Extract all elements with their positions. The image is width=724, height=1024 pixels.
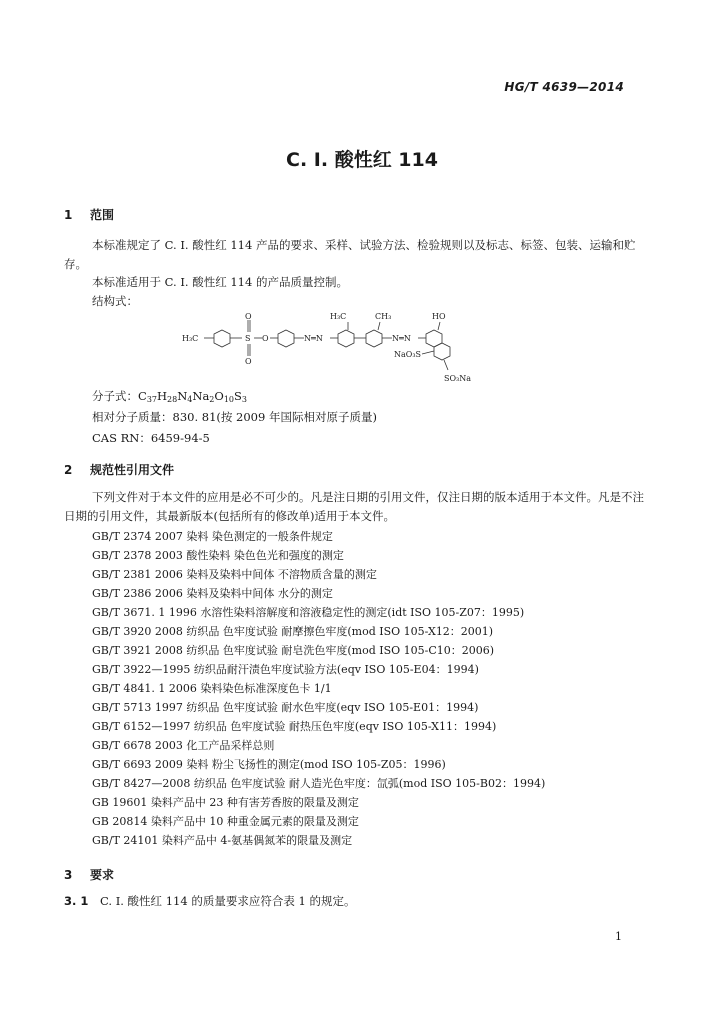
molecular-mass: 相对分子质量：830. 81(按 2009 年国际相对原子质量) <box>92 410 377 424</box>
section-number: 1 <box>64 208 73 222</box>
ester-oxygen: O <box>262 334 269 343</box>
reference-item: GB/T 3922—1995 纺织品耐汗渍色牢度试验方法(eqv ISO 105-E04：1994) <box>92 663 479 676</box>
section-number: 3 <box>64 868 73 882</box>
section-title: 范围 <box>90 208 115 222</box>
azo-link-1: N═N <box>304 334 323 343</box>
scope-paragraph-2: 本标准适用于 C. I. 酸性红 114 的产品质量控制。 <box>92 275 348 289</box>
reference-item: GB/T 2386 2006 染料及染料中间体 水分的测定 <box>92 587 333 600</box>
reference-item: GB/T 3921 2008 纺织品 色牢度试验 耐皂洗色牢度(mod ISO 105-C10：2006) <box>92 644 495 657</box>
structure-label: 结构式： <box>92 294 138 308</box>
reference-item: GB/T 2374 2007 染料 染色测定的一般条件规定 <box>92 530 333 543</box>
requirement-3-1 <box>64 892 355 911</box>
sulfonyl-oxygen-bottom: O <box>245 357 252 366</box>
sulfonate-group-1: NaO₃S <box>394 350 422 359</box>
reference-item: GB/T 6693 2009 染料 粉尘飞扬性的测定(mod ISO 105-Z05：1996) <box>92 758 446 771</box>
methyl-group-right: CH₃ <box>375 312 392 321</box>
sulfonate-group-2: SO₃Na <box>444 374 472 383</box>
clause-number: 3. 1 <box>64 894 89 908</box>
reference-item: GB/T 24101 染料产品中 4-氨基偶氮苯的限量及测定 <box>92 834 353 847</box>
section-2-heading <box>64 461 174 478</box>
reference-item: GB/T 2378 2003 酸性染料 染色色光和强度的测定 <box>92 549 344 562</box>
cas-number: CAS RN：6459-94-5 <box>92 431 210 445</box>
section-title: 规范性引用文件 <box>90 463 175 477</box>
reference-item: GB/T 3671. 1 1996 水溶性染料溶解度和溶液稳定性的测定(idt ISO 105-Z07：1995) <box>92 606 525 619</box>
sulfonyl-oxygen-top: O <box>245 312 252 321</box>
reference-item: GB/T 6678 2003 化工产品采样总则 <box>92 739 275 752</box>
sulfur-atom: S <box>245 334 251 343</box>
methyl-group-left: H₃C <box>182 334 199 343</box>
methyl-group-mid: H₃C <box>330 312 347 321</box>
reference-item: GB/T 3920 2008 纺织品 色牢度试验 耐摩擦色牢度(mod ISO 105-X12：2001) <box>92 625 494 638</box>
reference-item: GB/T 5713 1997 纺织品 色牢度试验 耐水色牢度(eqv ISO 105-E01：1994) <box>92 701 479 714</box>
section-1-heading <box>64 206 114 223</box>
hydroxyl-group: HO <box>432 312 446 321</box>
section-number: 2 <box>64 463 73 477</box>
section-title: 要求 <box>90 868 115 882</box>
section-3-heading <box>64 866 114 883</box>
structural-formula <box>182 310 542 392</box>
reference-item: GB 20814 染料产品中 10 种重金属元素的限量及测定 <box>92 815 359 828</box>
reference-item: GB/T 8427—2008 纺织品 色牢度试验 耐人造光色牢度：氙弧(mod ISO 105-B02：1994) <box>92 777 546 790</box>
reference-item: GB 19601 染料产品中 23 种有害芳香胺的限量及测定 <box>92 796 359 809</box>
reference-item: GB/T 6152—1997 纺织品 色牢度试验 耐热压色牢度(eqv ISO 105-X11：1994) <box>92 720 497 733</box>
normative-intro: 下列文件对于本文件的应用是必不可少的。凡是注日期的引用文件，仅注日期的版本适用于本文件。凡是不注日期的引用文件，其最新版本(包括所有的修改单)适用于本文件。 <box>64 490 644 523</box>
azo-link-2: N═N <box>392 334 411 343</box>
document-title: C. I. 酸性红 114 <box>286 149 438 171</box>
reference-item: GB/T 2381 2006 染料及染料中间体 不溶物质含量的测定 <box>92 568 377 581</box>
scope-paragraph-1: 本标准规定了 C. I. 酸性红 114 产品的要求、采样、试验方法、检验规则以及标志、标签、包装、运输和贮存。 <box>64 238 636 271</box>
molecular-formula: 分子式：$C_{37}H_{28}N_4Na_2O_{10}S_3$ <box>92 389 247 404</box>
reference-item: GB/T 4841. 1 2006 染料染色标准深度色卡 1/1 <box>92 682 332 695</box>
standard-code: HG/T 4639—2014 <box>504 80 624 94</box>
clause-text: C. I. 酸性红 114 的质量要求应符合表 1 的规定。 <box>100 894 356 908</box>
page-number: 1 <box>615 930 622 943</box>
